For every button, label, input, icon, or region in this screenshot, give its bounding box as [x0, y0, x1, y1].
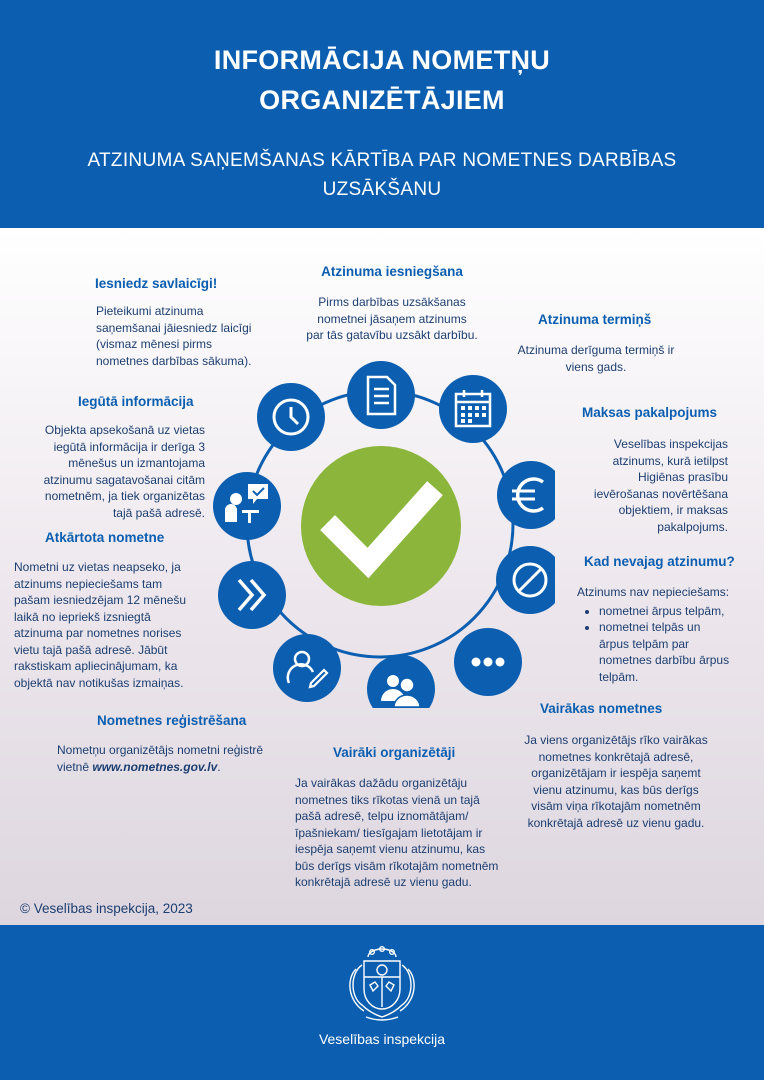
iegutaInfo-heading: Iegūtā informācija: [78, 394, 194, 409]
clock-icon: [257, 383, 325, 451]
document-icon: [347, 361, 415, 429]
more-dots-icon: [454, 628, 522, 696]
vairakasNom-heading: Vairākas nometnes: [540, 701, 663, 716]
forward-chevrons-icon: [218, 561, 286, 629]
kadNevajag-heading: Kad nevajag atzinumu?: [584, 554, 735, 569]
kadNevajag-list: [577, 603, 759, 686]
checkmark-icon: [301, 446, 461, 606]
footer-banner: [0, 925, 764, 1080]
maksas-heading: Maksas pakalpojums: [582, 405, 718, 420]
iesniedz-text: Pieteikumi atzinuma saņemšanai jāiesniedz laicīgi (vismaz mēnesi pirms nometnes darbības sākuma).: [96, 304, 252, 368]
list-item: • nometnei telpās un ārpus telpām par nometnes darbību ārpus telpām.: [599, 619, 759, 685]
organization-name: Veselības inspekcija: [318, 1031, 446, 1047]
maksas-text: Veselības inspekcijas atzinums, kurā ietilpst Higiēnas prasību ievērošanas novērtēšana objektiem, ir maksas pakalpojums.: [593, 437, 728, 534]
iesniedz-heading: Iesniedz savlaicīgi!: [95, 276, 218, 291]
page-title: INFORMĀCIJA NOMETŅU ORGANIZĒTĀJIEM: [213, 45, 551, 115]
kadNevajag-text: Atzinums nav nepieciešams: • nometnei ārpus telpām, • nometnei telpās un ārpus telpām par nometnes darbību ārpus telpām.: [577, 584, 759, 685]
termins-text: Atzinuma derīguma termiņš ir viens gads.: [517, 343, 675, 374]
vairakiOrg-text: Ja vairākas dažādu organizētāju nometnes tiks rīkotas vienā un tajā pašā adresē, telpu iznomātājam/ īpašniekam/ tiesīgajam lietotājam ir iespēja saņemt vienu atzinumu, kas būs derīgs visām rīkotajām nometnēm konkrētajā adresē uz vienu gadu.: [295, 776, 499, 889]
termins-heading: Atzinuma termiņš: [538, 312, 652, 327]
iesniegsana-heading: Atzinuma iesniegšana: [321, 264, 463, 279]
forbidden-icon: [496, 546, 555, 614]
calendar-icon: [439, 375, 507, 443]
list-item: • nometnei ārpus telpām,: [599, 603, 759, 620]
vairakasNom-text: Ja viens organizētājs rīko vairākas nometnes konkrētajā adresē, organizētājam ir iespēja saņemt vienu atzinumu, kas būs derīgs visām viņa rīkotajām nometnēm konkrētajā adresē uz vienu gadu.: [524, 733, 708, 830]
registresana-text: Nometņu organizētājs nometni reģistrē vietnē www.nometnes.gov.lv.: [57, 743, 264, 774]
registresana-heading: Nometnes reģistrēšana: [97, 713, 247, 728]
iegutaInfo-text: Objekta apsekošanā uz vietas iegūtā informācija ir derīga 3 mēnešus un izmantojama atzinumu sagatavošanai citām nometnēm, ja tiek organizētas tajā pašā adresē.: [43, 423, 205, 520]
process-diagram: [205, 358, 555, 708]
consultation-icon: [213, 472, 281, 540]
atkartota-text: Nometni uz vietas neapseko, ja atzinums nepieciešams tam pašam iesniedzējam 12 mēnešu laikā no iepriekš izsniegtā atzinuma par nometnes norises vietu tajā pašā adresē. Jābūt rakstiskam apliecinājumam, ka objektā nav notikušas izmaiņas.: [14, 560, 187, 690]
coat-of-arms-icon: [340, 939, 424, 1025]
page-subtitle: ATZINUMA SAŅEMŠANAS KĀRTĪBA PAR NOMETNES DARBĪBAS UZSĀKŠANU: [87, 150, 677, 200]
atkartota-heading: Atkārtota nometne: [45, 530, 165, 545]
iesniegsana-text: Pirms darbības uzsākšanas nometnei jāsaņem atzinums par tās gatavību uzsākt darbību.: [306, 295, 478, 342]
person-edit-icon: [273, 634, 341, 702]
euro-icon: [497, 461, 555, 529]
nometnes-link[interactable]: www.nometnes.gov.lv: [92, 759, 218, 774]
vairakiOrg-heading: Vairāki organizētāji: [333, 745, 456, 760]
header-banner: [0, 0, 764, 228]
copyright: © Veselības inspekcija, 2023: [20, 901, 193, 916]
group-people-icon: [367, 655, 435, 708]
